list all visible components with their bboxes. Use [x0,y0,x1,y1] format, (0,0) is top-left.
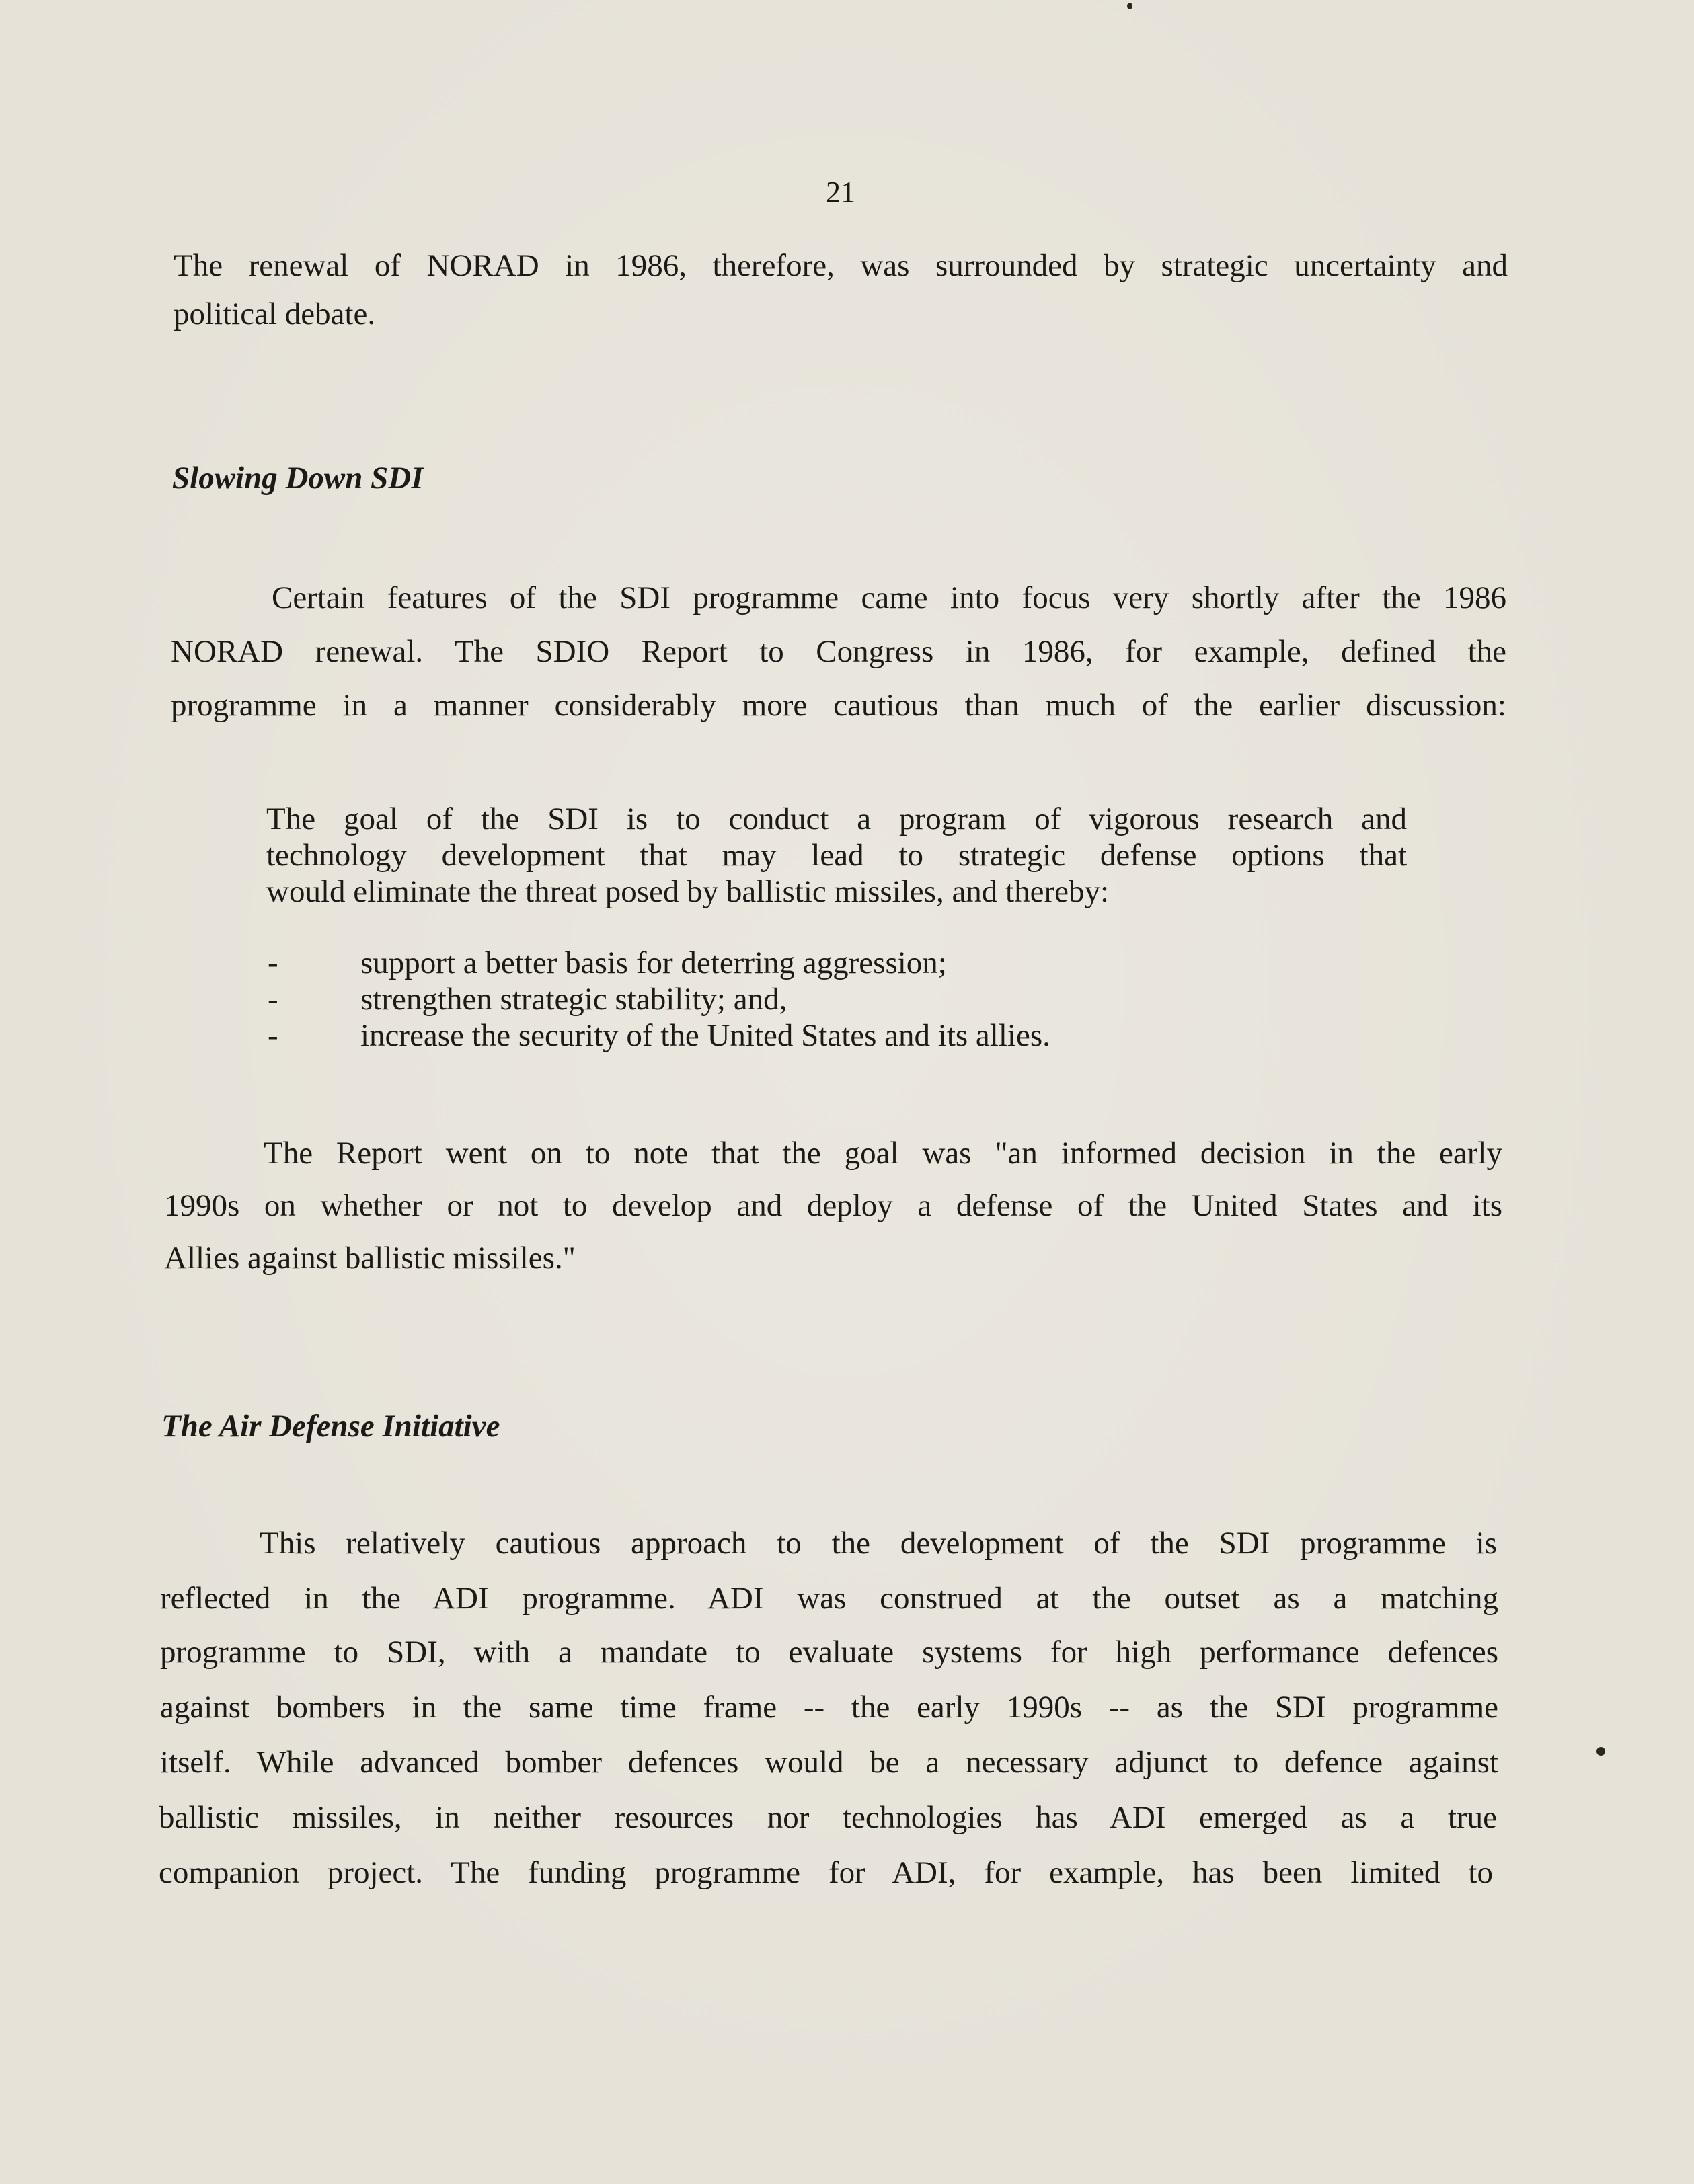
paragraph-2-line-2: NORAD renewal. The SDIO Report to Congress in 1986, for example, defined the [171,634,1506,669]
quote-line-3: would eliminate the threat posed by ballistic missiles, and thereby: [266,874,1110,909]
paragraph-1-line-1: The renewal of NORAD in 1986, therefore, was surrounded by strategic uncertainty and [174,248,1508,283]
paragraph-3-line-1: The Report went on to note that the goal was "an informed decision in the early [264,1136,1502,1171]
paragraph-3-line-3: Allies against ballistic missiles." [164,1241,576,1276]
quote-bullet-dash: - [268,982,278,1017]
paragraph-3-line-2: 1990s on whether or not to develop and deploy a defense of the United States and its [164,1188,1502,1223]
quote-bullet-text: strengthen strategic stability; and, [360,982,787,1017]
paragraph-4-line-4: against bombers in the same time frame -- the early 1990s -- as the SDI programme [160,1690,1498,1725]
quote-bullet-dash: - [268,945,278,980]
paragraph-2-line-1: Certain features of the SDI programme came into focus very shortly after the 1986 [272,580,1506,615]
paper-speck [1596,1747,1605,1756]
paragraph-4-line-1: This relatively cautious approach to the development of the SDI programme is [260,1526,1497,1561]
quote-line-2: technology development that may lead to strategic defense options that [266,838,1407,873]
section-heading-air-defense-initiative: The Air Defense Initiative [161,1409,500,1444]
quote-bullet-dash: - [268,1018,278,1053]
quote-bullet-text: support a better basis for deterring aggression; [360,945,947,980]
quote-bullet-text: increase the security of the United States and its allies. [360,1018,1050,1053]
section-heading-slowing-down-sdi: Slowing Down SDI [172,461,424,496]
paper-speck [1127,3,1132,9]
paragraph-4-line-5: itself. While advanced bomber defences would be a necessary adjunct to defence against [160,1745,1498,1780]
paragraph-2-line-3: programme in a manner considerably more cautious than much of the earlier discussion: [171,688,1506,723]
paragraph-1-line-2: political debate. [174,297,376,332]
paragraph-4-line-3: programme to SDI, with a mandate to evaluate systems for high performance defences [160,1635,1498,1670]
paragraph-4-line-2: reflected in the ADI programme. ADI was construed at the outset as a matching [160,1581,1498,1616]
paragraph-4-line-7: companion project. The funding programme for ADI, for example, has been limited to [159,1855,1493,1890]
quote-line-1: The goal of the SDI is to conduct a program of vigorous research and [266,802,1407,836]
page-number: 21 [826,176,855,208]
paragraph-4-line-6: ballistic missiles, in neither resources nor technologies has ADI emerged as a true [159,1800,1497,1835]
